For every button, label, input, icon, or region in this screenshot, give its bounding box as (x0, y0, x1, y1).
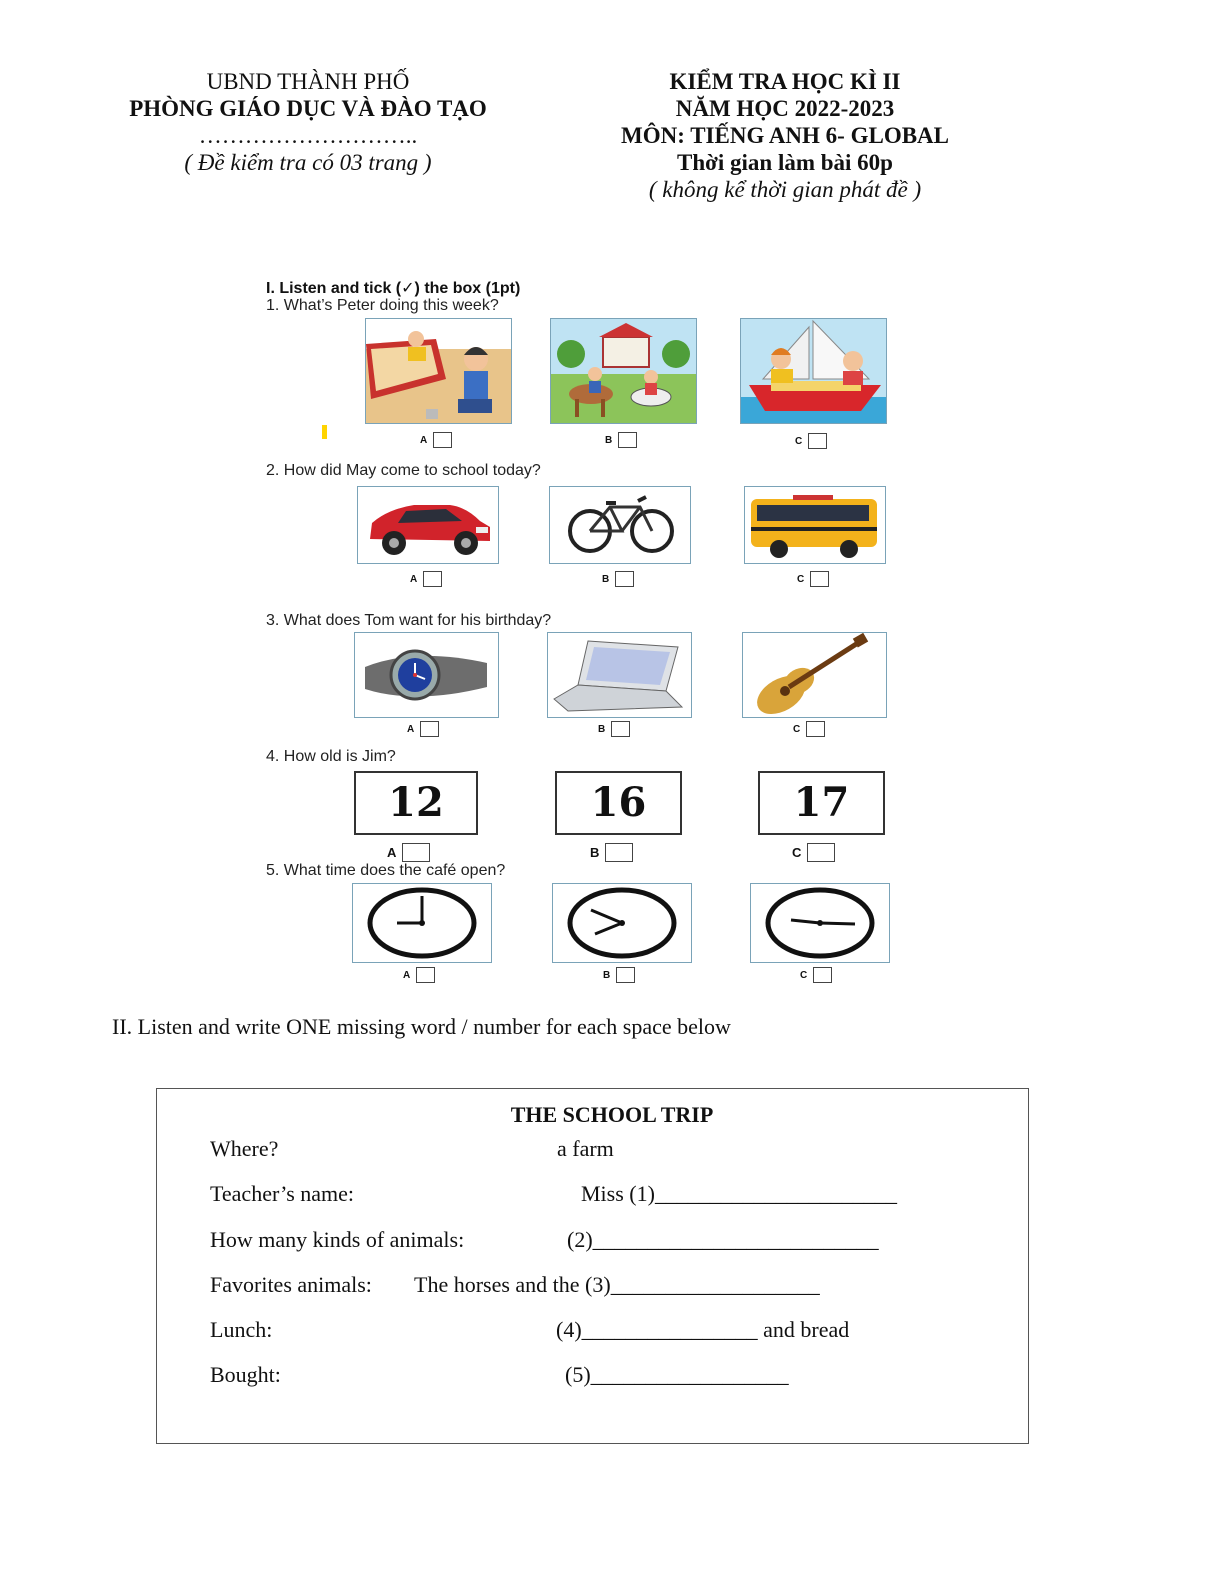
clock-icon (553, 884, 691, 962)
q3-option-c[interactable] (793, 721, 825, 737)
option-label: C (792, 845, 802, 860)
q2-option-c[interactable] (797, 571, 829, 587)
checkbox[interactable] (616, 967, 635, 983)
section2-title: II. Listen and write ONE missing word / number for each space below (112, 1014, 731, 1039)
checkbox[interactable] (808, 433, 827, 449)
q3-option-b[interactable] (598, 721, 630, 737)
blank-2[interactable]: (2)__________________________ (567, 1227, 879, 1252)
q2-option-b[interactable] (602, 571, 634, 587)
checkbox[interactable] (807, 843, 835, 862)
q1-picture-c (740, 318, 887, 424)
time-note: ( không kể thời gian phát đề ) (648, 177, 922, 202)
header-right (575, 68, 995, 203)
checkbox[interactable] (416, 967, 435, 983)
car-icon (358, 487, 498, 563)
option-label: B (598, 723, 606, 735)
option-label: C (795, 435, 803, 447)
number-card-17: 17 (758, 771, 885, 835)
q1-option-b[interactable] (605, 432, 637, 448)
school-year: NĂM HỌC 2022-2023 (675, 96, 895, 121)
exam-title: KIỂM TRA HỌC KÌ II (669, 69, 901, 94)
blank-5[interactable]: (5)__________________ (565, 1362, 789, 1387)
checkbox[interactable] (618, 432, 637, 448)
q2-picture-a (357, 486, 499, 564)
checkbox[interactable] (806, 721, 825, 737)
q3-picture-a (354, 632, 499, 718)
row-label-lunch: Lunch: (210, 1317, 273, 1342)
q5-picture-a (352, 883, 492, 963)
section1-title: I. Listen and tick (✓) the box (1pt) (266, 280, 521, 297)
page-count-note: ( Đề kiểm tra có 03 trang ) (184, 150, 432, 175)
time-limit: Thời gian làm bài 60p (677, 150, 893, 175)
q1-option-a[interactable] (420, 432, 452, 448)
guitar-icon (743, 633, 886, 717)
bus-icon (745, 487, 885, 563)
option-label: A (420, 434, 428, 446)
q1-picture-a (365, 318, 512, 424)
checkbox[interactable] (813, 967, 832, 983)
checkbox[interactable] (810, 571, 829, 587)
option-label: A (387, 845, 397, 860)
education-department: PHÒNG GIÁO DỤC VÀ ĐÀO TẠO (129, 96, 487, 121)
row-label-animals-count: How many kinds of animals: (210, 1227, 465, 1252)
q3-picture-b (547, 632, 692, 718)
q5-picture-b (552, 883, 692, 963)
q4-option-c[interactable] (792, 843, 835, 862)
header-left (98, 68, 518, 176)
row-label-teacher: Teacher’s name: (210, 1181, 355, 1206)
q3-picture-c (742, 632, 887, 718)
option-label: B (590, 845, 600, 860)
q1-option-c[interactable] (795, 433, 827, 449)
option-label: B (605, 434, 613, 446)
option-label: A (410, 573, 418, 585)
q1-horse-riding-icon (551, 319, 696, 423)
option-label: C (800, 969, 808, 981)
school-trip-title: THE SCHOOL TRIP (510, 1102, 714, 1127)
q1-sailing-icon (741, 319, 886, 423)
clock-icon (353, 884, 491, 962)
option-label: B (602, 573, 610, 585)
question-1: 1. What’s Peter doing this week? (266, 297, 499, 314)
option-label: A (403, 969, 411, 981)
q3-option-a[interactable] (407, 721, 439, 737)
q5-option-b[interactable] (603, 967, 635, 983)
checkbox[interactable] (605, 843, 633, 862)
checkbox[interactable] (420, 721, 439, 737)
checkbox[interactable] (433, 432, 452, 448)
blank-4[interactable]: (4)________________ and bread (556, 1317, 850, 1342)
q2-picture-b (549, 486, 691, 564)
highlight-mark (322, 425, 327, 439)
row-value-where: a farm (557, 1136, 614, 1161)
q5-option-a[interactable] (403, 967, 435, 983)
question-5: 5. What time does the café open? (266, 862, 506, 879)
q1-picture-b (550, 318, 697, 424)
option-label: B (603, 969, 611, 981)
number-card-12: 12 (354, 771, 478, 835)
bicycle-icon (550, 487, 690, 563)
laptop-icon (548, 633, 691, 717)
row-label-favorites: Favorites animals: (210, 1272, 372, 1297)
checkbox[interactable] (615, 571, 634, 587)
city-committee: UBND THÀNH PHỐ (206, 69, 410, 94)
watch-icon (355, 633, 498, 717)
q5-option-c[interactable] (800, 967, 832, 983)
question-2: 2. How did May come to school today? (266, 462, 541, 479)
question-4: 4. How old is Jim? (266, 748, 396, 765)
option-label: C (797, 573, 805, 585)
checkbox[interactable] (402, 843, 430, 862)
question-3: 3. What does Tom want for his birthday? (266, 612, 552, 629)
option-label: A (407, 723, 415, 735)
row-label-bought: Bought: (210, 1362, 281, 1387)
checkbox[interactable] (611, 721, 630, 737)
q5-picture-c (750, 883, 890, 963)
subject: MÔN: TIẾNG ANH 6- GLOBAL (621, 123, 949, 148)
q1-sandpit-icon (366, 319, 511, 423)
checkbox[interactable] (423, 571, 442, 587)
q2-picture-c (744, 486, 886, 564)
blank-1[interactable]: Miss (1)______________________ (581, 1181, 897, 1206)
blank-3[interactable]: The horses and the (3)___________________ (414, 1272, 820, 1297)
option-label: C (793, 723, 801, 735)
clock-icon (751, 884, 889, 962)
row-label-where: Where? (210, 1136, 279, 1161)
q2-option-a[interactable] (410, 571, 442, 587)
q4-option-b[interactable] (590, 843, 633, 862)
dotted-line: ……………………….. (198, 123, 418, 148)
number-card-16: 16 (555, 771, 682, 835)
q4-option-a[interactable] (387, 843, 430, 862)
